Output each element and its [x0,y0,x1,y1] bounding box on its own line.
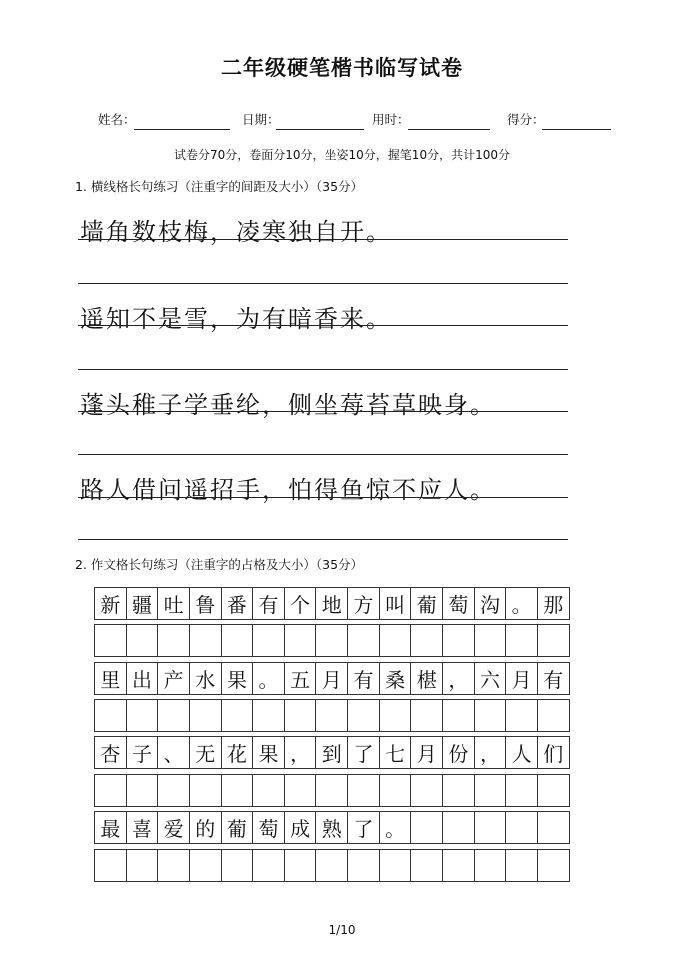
grid-cell: 了 [347,736,380,769]
ruled-line [78,325,568,326]
grid-cell[interactable] [315,774,348,807]
grid-cell: 个 [284,587,317,620]
grid-cell: 月 [315,662,348,695]
page-number: 1/10 [328,923,356,937]
time-used-label: 用时： [372,112,410,127]
grid-cell: 五 [284,662,317,695]
ruled-line [78,454,568,455]
grid-cell[interactable] [442,699,475,732]
practice-line-1: 墙角数枝梅，凌寒独自开。 [80,218,392,246]
grid-cell: 子 [126,736,159,769]
grid-row [94,624,570,657]
grid-cell[interactable] [157,849,190,882]
grid-cell: 。 [505,587,538,620]
grid-cell[interactable] [347,699,380,732]
section1-title: 1. 横线格长句练习（注重字的间距及大小）（35分） [75,179,364,194]
grid-cell: 那 [537,587,570,620]
ruled-line [78,539,568,540]
grid-cell[interactable] [537,774,570,807]
grid-cell[interactable] [94,699,127,732]
grid-cell[interactable] [474,849,507,882]
grid-cell[interactable] [410,624,443,657]
grid-cell: 萄 [442,587,475,620]
ruled-line [78,411,568,412]
grid-cell: 果 [221,662,254,695]
grid-cell[interactable] [474,774,507,807]
grid-cell[interactable] [221,849,254,882]
ruled-line [78,283,568,284]
grid-cell: 沟 [474,587,507,620]
grid-cell[interactable] [284,774,317,807]
grid-cell[interactable] [252,624,285,657]
grid-cell: 番 [221,587,254,620]
grid-cell[interactable] [189,624,222,657]
grid-cell: 椹 [410,662,443,695]
grid-cell: 果 [252,736,285,769]
grid-cell: 产 [157,662,190,695]
grid-cell: 七 [379,736,412,769]
score-label: 得分： [507,112,545,127]
grid-cell: 疆 [126,587,159,620]
grid-cell[interactable] [189,699,222,732]
grid-cell[interactable] [347,774,380,807]
grid-cell[interactable] [442,624,475,657]
grid-cell: ， [284,736,317,769]
grid-cell[interactable] [505,699,538,732]
grid-row [94,587,570,620]
grid-cell[interactable] [537,811,570,844]
grid-cell[interactable] [442,774,475,807]
grid-cell: 杏 [94,736,127,769]
grid-cell[interactable] [252,774,285,807]
grid-cell[interactable] [157,699,190,732]
practice-line-4: 路人借问遥招手，怕得鱼惊不应人。 [80,476,496,504]
grid-row [94,774,570,807]
grid-row [94,811,570,844]
grid-cell[interactable] [94,849,127,882]
grid-cell: 。 [252,662,285,695]
grid-cell[interactable] [410,849,443,882]
grid-cell[interactable] [315,624,348,657]
grid-cell[interactable] [221,699,254,732]
name-field[interactable] [134,129,230,130]
grid-cell[interactable] [284,699,317,732]
grid-cell[interactable] [315,699,348,732]
date-label: 日期： [242,112,280,127]
grid-cell[interactable] [284,624,317,657]
grid-cell[interactable] [189,774,222,807]
grid-cell: 萄 [252,811,285,844]
grid-cell: 月 [410,736,443,769]
practice-line-3: 蓬头稚子学垂纶，侧坐莓苔草映身。 [80,391,496,419]
grid-cell: 到 [315,736,348,769]
grid-cell[interactable] [252,849,285,882]
grid-cell[interactable] [347,624,380,657]
grid-cell[interactable] [221,774,254,807]
date-field[interactable] [276,129,364,130]
grid-cell: 们 [537,736,570,769]
practice-line-2: 遥知不是雪，为有暗香来。 [80,305,392,333]
grid-cell[interactable] [505,849,538,882]
grid-cell[interactable] [379,699,412,732]
grid-cell[interactable] [410,811,443,844]
grid-cell: 地 [315,587,348,620]
grid-cell[interactable] [315,849,348,882]
grid-cell[interactable] [505,774,538,807]
grid-cell[interactable] [379,774,412,807]
grid-cell: 叫 [379,587,412,620]
grid-row [94,736,570,769]
grid-cell: 出 [126,662,159,695]
grid-row [94,699,570,732]
grid-cell[interactable] [537,849,570,882]
grid-cell[interactable] [379,624,412,657]
grid-cell[interactable] [126,849,159,882]
grid-cell: 葡 [410,587,443,620]
grid-cell[interactable] [442,849,475,882]
grid-cell[interactable] [126,774,159,807]
grid-cell[interactable] [157,624,190,657]
ruled-line [78,497,568,498]
grid-cell[interactable] [379,849,412,882]
grid-cell: 、 [157,736,190,769]
grid-cell[interactable] [94,624,127,657]
grid-cell[interactable] [126,699,159,732]
grid-cell: 新 [94,587,127,620]
grid-cell: 成 [284,811,317,844]
grid-cell[interactable] [474,811,507,844]
grid-cell: 无 [189,736,222,769]
grid-cell[interactable] [442,811,475,844]
score-note: 试卷分70分，卷面分10分，坐姿10分，握笔10分，共计100分 [174,148,510,162]
ruled-line [78,239,568,240]
grid-cell: 有 [537,662,570,695]
grid-cell: 桑 [379,662,412,695]
grid-cell: 份 [442,736,475,769]
grid-cell[interactable] [474,624,507,657]
grid-cell: 花 [221,736,254,769]
grid-cell: 方 [347,587,380,620]
name-label: 姓名： [98,112,136,127]
grid-row [94,849,570,882]
grid-cell: 葡 [221,811,254,844]
grid-cell: 吐 [157,587,190,620]
grid-cell: 爱 [157,811,190,844]
page-title: 二年级硬笔楷书临写试卷 [221,56,463,80]
grid-cell: 喜 [126,811,159,844]
grid-cell: 六 [474,662,507,695]
grid-cell[interactable] [505,624,538,657]
grid-cell[interactable] [347,849,380,882]
grid-cell: 的 [189,811,222,844]
grid-cell: 月 [505,662,538,695]
grid-cell: 里 [94,662,127,695]
grid-cell[interactable] [126,624,159,657]
grid-cell: 鲁 [189,587,222,620]
grid-cell[interactable] [284,849,317,882]
grid-cell[interactable] [221,624,254,657]
section2-title: 2. 作文格长句练习（注重字的占格及大小）（35分） [75,557,364,572]
grid-cell: 水 [189,662,222,695]
ruled-line [78,369,568,370]
grid-cell: 最 [94,811,127,844]
grid-row [94,662,570,695]
grid-cell: 有 [347,662,380,695]
grid-cell[interactable] [474,699,507,732]
grid-cell[interactable] [189,849,222,882]
grid-cell: 人 [505,736,538,769]
grid-cell: 。 [379,811,412,844]
grid-cell: 熟 [315,811,348,844]
score-field[interactable] [542,129,611,130]
grid-cell: 有 [252,587,285,620]
grid-cell[interactable] [252,699,285,732]
grid-cell[interactable] [410,699,443,732]
grid-cell[interactable] [410,774,443,807]
grid-cell: 了 [347,811,380,844]
grid-cell[interactable] [94,774,127,807]
grid-cell: ， [442,662,475,695]
grid-cell[interactable] [537,699,570,732]
grid-cell[interactable] [505,811,538,844]
grid-cell[interactable] [157,774,190,807]
grid-cell: ， [474,736,507,769]
time-used-field[interactable] [408,129,490,130]
grid-cell[interactable] [537,624,570,657]
